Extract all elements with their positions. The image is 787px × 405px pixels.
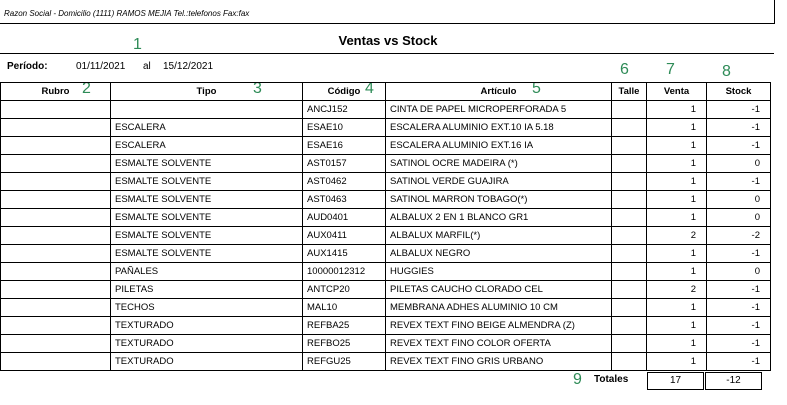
cell-venta: 1	[647, 173, 707, 191]
cell-tipo: PILETAS	[111, 281, 303, 299]
cell-talle	[612, 335, 647, 353]
cell-articulo: ALBALUX 2 EN 1 BLANCO GR1	[386, 209, 612, 227]
cell-talle	[612, 101, 647, 119]
cell-articulo: SATINOL OCRE MADEIRA (*)	[386, 155, 612, 173]
cell-talle	[612, 173, 647, 191]
cell-rubro	[1, 119, 111, 137]
period-label: Período:	[7, 61, 48, 72]
cell-rubro	[1, 335, 111, 353]
cell-venta: 1	[647, 137, 707, 155]
title-rule	[0, 53, 774, 54]
cell-rubro	[1, 245, 111, 263]
annotation-9: 9	[573, 371, 582, 388]
cell-stock: -1	[707, 335, 771, 353]
cell-articulo: ESCALERA ALUMINIO EXT.10 IA 5.18	[386, 119, 612, 137]
cell-stock: -2	[707, 227, 771, 245]
cell-rubro	[1, 173, 111, 191]
cell-codigo: REFBA25	[303, 317, 386, 335]
cell-articulo: REVEX TEXT FINO BEIGE ALMENDRA (Z)	[386, 317, 612, 335]
table-row	[1, 101, 771, 119]
period-separator: al	[143, 61, 151, 72]
cell-rubro	[1, 137, 111, 155]
annotation-5: 5	[532, 80, 541, 97]
cell-rubro	[1, 299, 111, 317]
table-row	[1, 281, 771, 299]
cell-codigo: ANTCP20	[303, 281, 386, 299]
table-row	[1, 245, 771, 263]
cell-articulo: SATINOL MARRON TOBAGO(*)	[386, 191, 612, 209]
table-row	[1, 119, 771, 137]
cell-venta: 2	[647, 281, 707, 299]
cell-stock: -1	[707, 281, 771, 299]
cell-venta: 1	[647, 101, 707, 119]
cell-articulo: PILETAS CAUCHO CLORADO CEL	[386, 281, 612, 299]
cell-talle	[612, 119, 647, 137]
cell-venta: 1	[647, 317, 707, 335]
cell-tipo: ESMALTE SOLVENTE	[111, 209, 303, 227]
cell-articulo: REVEX TEXT FINO GRIS URBANO	[386, 353, 612, 371]
table-row	[1, 191, 771, 209]
total-venta: 17	[647, 372, 704, 390]
annotation-7: 7	[666, 61, 675, 78]
cell-articulo: HUGGIES	[386, 263, 612, 281]
annotation-4: 4	[365, 80, 374, 97]
cell-talle	[612, 353, 647, 371]
column-header-tipo: Tipo	[111, 83, 303, 101]
cell-rubro	[1, 191, 111, 209]
cell-tipo: TEXTURADO	[111, 353, 303, 371]
column-header-codigo: Código	[303, 83, 386, 101]
cell-venta: 1	[647, 299, 707, 317]
cell-tipo: ESMALTE SOLVENTE	[111, 191, 303, 209]
table-row	[1, 317, 771, 335]
table-row	[1, 155, 771, 173]
table-row	[1, 173, 771, 191]
cell-articulo: SATINOL VERDE GUAJIRA	[386, 173, 612, 191]
cell-rubro	[1, 353, 111, 371]
header-rule	[0, 23, 774, 24]
cell-stock: -1	[707, 137, 771, 155]
cell-talle	[612, 317, 647, 335]
cell-rubro	[1, 263, 111, 281]
column-header-talle: Talle	[612, 83, 647, 101]
cell-venta: 1	[647, 209, 707, 227]
cell-tipo: TEXTURADO	[111, 335, 303, 353]
cell-tipo: ESMALTE SOLVENTE	[111, 227, 303, 245]
cell-tipo: TEXTURADO	[111, 317, 303, 335]
cell-rubro	[1, 101, 111, 119]
cell-stock: 0	[707, 263, 771, 281]
cell-stock: -1	[707, 173, 771, 191]
sales-stock-table	[0, 82, 771, 371]
cell-stock: -1	[707, 101, 771, 119]
cell-articulo: MEMBRANA ADHES ALUMINIO 10 CM	[386, 299, 612, 317]
cell-rubro	[1, 281, 111, 299]
company-info: Razon Social - Domicilio (1111) RAMOS MEJIA Tel.:telefonos Fax:fax	[4, 9, 250, 18]
annotation-8: 8	[722, 63, 731, 80]
annotation-3: 3	[253, 80, 262, 97]
cell-rubro	[1, 227, 111, 245]
cell-codigo: MAL10	[303, 299, 386, 317]
table-row	[1, 335, 771, 353]
cell-venta: 1	[647, 245, 707, 263]
cell-talle	[612, 191, 647, 209]
cell-articulo: CINTA DE PAPEL MICROPERFORADA 5	[386, 101, 612, 119]
cell-articulo: REVEX TEXT FINO COLOR OFERTA	[386, 335, 612, 353]
table-row	[1, 353, 771, 371]
table-body	[1, 101, 771, 371]
cell-articulo: ALBALUX NEGRO	[386, 245, 612, 263]
cell-talle	[612, 227, 647, 245]
totals-label: Totales	[594, 374, 629, 385]
cell-codigo: AUX0411	[303, 227, 386, 245]
column-header-articulo: Artículo	[386, 83, 612, 101]
cell-talle	[612, 281, 647, 299]
cell-stock: -1	[707, 119, 771, 137]
cell-venta: 2	[647, 227, 707, 245]
column-header-stock: Stock	[707, 83, 771, 101]
total-stock: -12	[705, 372, 762, 390]
cell-codigo: REFGU25	[303, 353, 386, 371]
cell-talle	[612, 263, 647, 281]
period-to: 15/12/2021	[163, 61, 214, 72]
table-header-row	[1, 83, 771, 101]
cell-codigo: AST0462	[303, 173, 386, 191]
cell-tipo	[111, 101, 303, 119]
table-row	[1, 137, 771, 155]
table-row	[1, 227, 771, 245]
cell-stock: 0	[707, 209, 771, 227]
cell-rubro	[1, 209, 111, 227]
cell-venta: 1	[647, 335, 707, 353]
table-row	[1, 299, 771, 317]
period-from: 01/11/2021	[76, 61, 126, 72]
cell-stock: 0	[707, 155, 771, 173]
cell-codigo: AUX1415	[303, 245, 386, 263]
cell-stock: -1	[707, 245, 771, 263]
cell-stock: 0	[707, 191, 771, 209]
cell-codigo: REFBO25	[303, 335, 386, 353]
cell-codigo: ESAE16	[303, 137, 386, 155]
cell-codigo: 10000012312	[303, 263, 386, 281]
cell-talle	[612, 209, 647, 227]
table-row	[1, 209, 771, 227]
cell-codigo: AST0463	[303, 191, 386, 209]
cell-tipo: ESCALERA	[111, 137, 303, 155]
cell-rubro	[1, 155, 111, 173]
cell-talle	[612, 155, 647, 173]
cell-codigo: AST0157	[303, 155, 386, 173]
cell-tipo: PAÑALES	[111, 263, 303, 281]
cell-talle	[612, 245, 647, 263]
annotation-6: 6	[620, 61, 629, 78]
cell-articulo: ALBALUX MARFIL(*)	[386, 227, 612, 245]
annotation-1: 1	[133, 36, 142, 53]
column-header-rubro: Rubro	[1, 83, 111, 101]
cell-stock: -1	[707, 299, 771, 317]
cell-venta: 1	[647, 353, 707, 371]
cell-venta: 1	[647, 191, 707, 209]
cell-codigo: ANCJ152	[303, 101, 386, 119]
cell-tipo: ESMALTE SOLVENTE	[111, 155, 303, 173]
cell-tipo: ESMALTE SOLVENTE	[111, 245, 303, 263]
cell-tipo: ESCALERA	[111, 119, 303, 137]
cell-venta: 1	[647, 263, 707, 281]
annotation-2: 2	[82, 80, 91, 97]
cell-talle	[612, 137, 647, 155]
right-border	[774, 0, 775, 24]
cell-articulo: ESCALERA ALUMINIO EXT.16 IA	[386, 137, 612, 155]
cell-rubro	[1, 317, 111, 335]
cell-tipo: ESMALTE SOLVENTE	[111, 173, 303, 191]
cell-venta: 1	[647, 119, 707, 137]
cell-talle	[612, 299, 647, 317]
column-header-venta: Venta	[647, 83, 707, 101]
cell-stock: -1	[707, 317, 771, 335]
report-title: Ventas vs Stock	[338, 33, 438, 48]
cell-codigo: AUD0401	[303, 209, 386, 227]
cell-stock: -1	[707, 353, 771, 371]
table-row	[1, 263, 771, 281]
cell-tipo: TECHOS	[111, 299, 303, 317]
cell-codigo: ESAE10	[303, 119, 386, 137]
cell-venta: 1	[647, 155, 707, 173]
